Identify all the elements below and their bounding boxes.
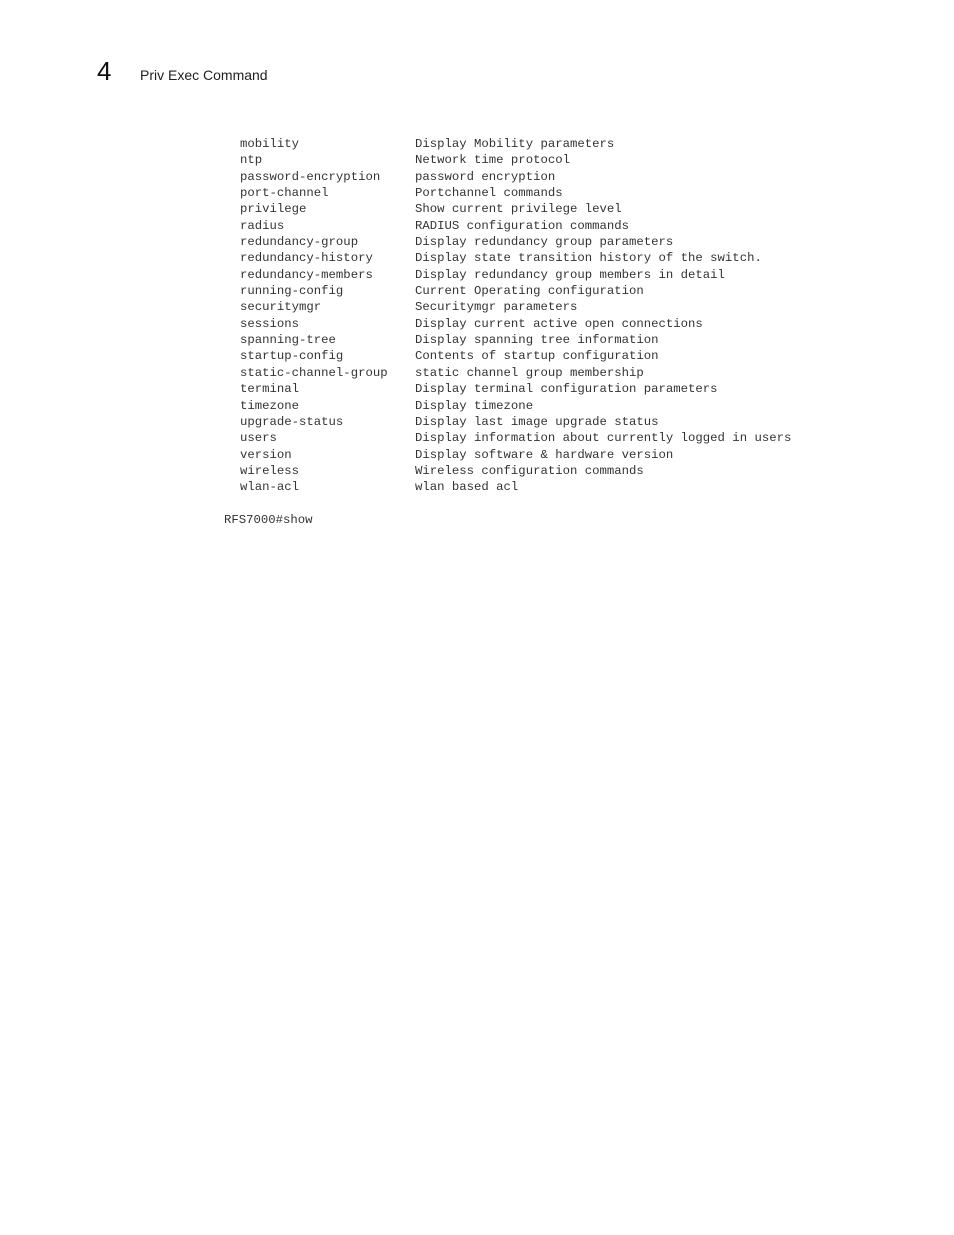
command-row: [240, 267, 791, 283]
command-name: securitymgr: [240, 300, 322, 315]
command-description: Display redundancy group parameters: [415, 235, 674, 250]
command-name: redundancy-history: [240, 251, 373, 266]
command-row: [240, 479, 791, 495]
command-description: static channel group membership: [415, 365, 644, 380]
command-description: Securitymgr parameters: [415, 300, 578, 315]
command-row: [240, 283, 791, 299]
command-row: [240, 234, 791, 250]
command-description: Contents of startup configuration: [415, 349, 659, 364]
command-name: upgrade-status: [240, 414, 344, 429]
command-description: Display last image upgrade status: [415, 414, 659, 429]
command-description: Display information about currently logged in users: [415, 431, 792, 446]
command-description: Network time protocol: [415, 153, 570, 168]
command-description: wlan based acl: [415, 480, 519, 495]
command-name: redundancy-members: [240, 267, 373, 282]
command-description: Display current active open connections: [415, 316, 703, 331]
page-header: [97, 56, 268, 88]
command-row: [240, 250, 791, 266]
command-name: wireless: [240, 463, 300, 478]
command-row: [240, 299, 791, 315]
command-name: running-config: [240, 284, 344, 299]
command-name: ntp: [240, 153, 263, 168]
command-row: [240, 414, 791, 430]
command-row: [240, 218, 791, 234]
command-name: users: [240, 431, 277, 446]
command-name: startup-config: [240, 349, 344, 364]
chapter-number: 4: [97, 56, 112, 86]
command-description: Display timezone: [415, 398, 534, 413]
command-name: sessions: [240, 316, 300, 331]
command-name: port-channel: [240, 186, 329, 201]
command-description: Show current privilege level: [415, 202, 622, 217]
command-row: [240, 348, 791, 364]
command-listing: [240, 136, 791, 496]
command-row: [240, 381, 791, 397]
command-name: password-encryption: [240, 169, 381, 184]
command-row: [240, 185, 791, 201]
command-name: privilege: [240, 202, 307, 217]
command-description: Display spanning tree information: [415, 333, 659, 348]
command-description: Portchannel commands: [415, 186, 563, 201]
command-name: mobility: [240, 137, 300, 151]
command-row: [240, 430, 791, 446]
cli-prompt: RFS7000#show: [224, 513, 313, 527]
command-name: static-channel-group: [240, 365, 388, 380]
command-description: Display software & hardware version: [415, 447, 674, 462]
chapter-title: Priv Exec Command: [140, 67, 268, 83]
command-description: Display Mobility parameters: [415, 137, 615, 151]
command-row: [240, 398, 791, 414]
command-row: [240, 169, 791, 185]
command-description: RADIUS configuration commands: [415, 218, 630, 233]
command-name: version: [240, 447, 292, 462]
command-name: timezone: [240, 398, 300, 413]
command-row: [240, 152, 791, 168]
command-description: Wireless configuration commands: [415, 463, 644, 478]
command-description: Display redundancy group members in detail: [415, 267, 725, 282]
command-name: terminal: [240, 382, 300, 397]
command-description: Display state transition history of the switch.: [415, 251, 762, 266]
command-row: [240, 463, 791, 479]
command-name: redundancy-group: [240, 235, 359, 250]
command-row: [240, 136, 791, 152]
command-row: [240, 201, 791, 217]
command-description: Current Operating configuration: [415, 284, 644, 299]
command-row: [240, 447, 791, 463]
command-name: wlan-acl: [240, 480, 300, 495]
command-row: [240, 332, 791, 348]
command-row: [240, 365, 791, 381]
command-description: Display terminal configuration parameters: [415, 382, 718, 397]
command-name: radius: [240, 218, 285, 233]
command-description: password encryption: [415, 169, 556, 184]
command-row: [240, 316, 791, 332]
command-name: spanning-tree: [240, 333, 336, 348]
